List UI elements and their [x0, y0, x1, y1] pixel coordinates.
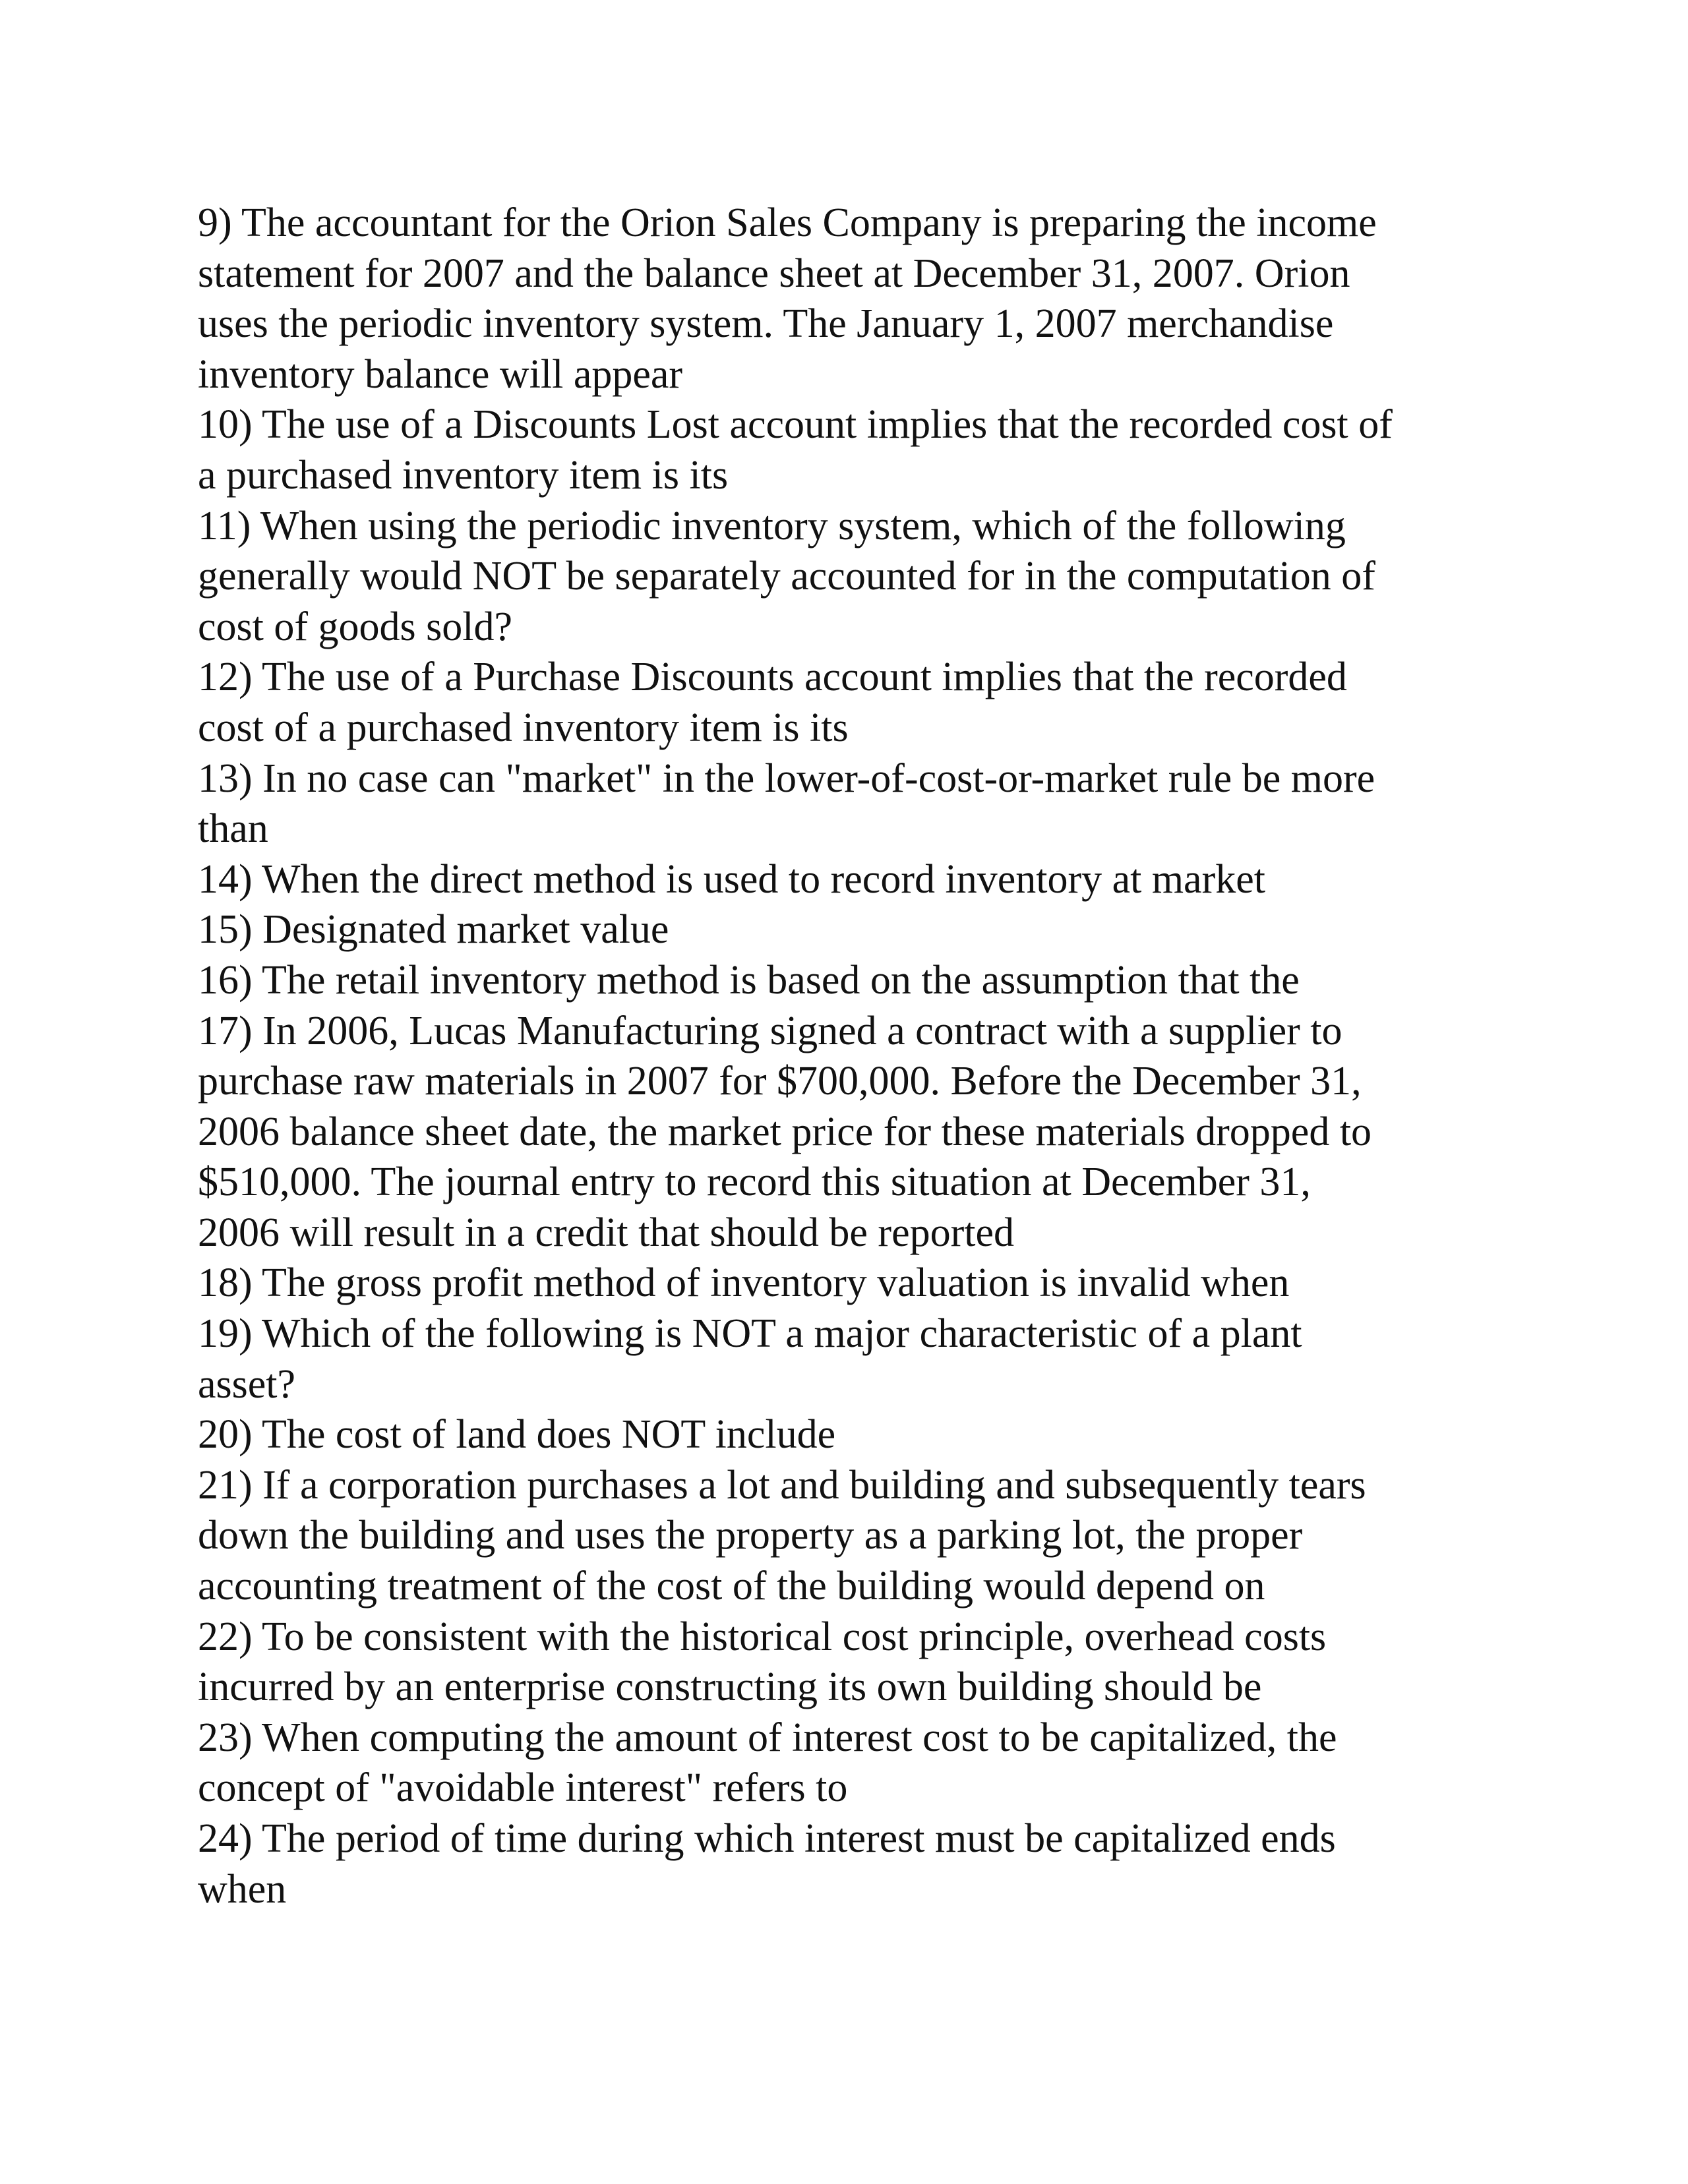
- text-line: uses the periodic inventory system. The January 1, 2007 merchandise: [198, 301, 1334, 347]
- text-line: 21) If a corporation purchases a lot and building and subsequently tears: [198, 1462, 1366, 1508]
- text-line: 17) In 2006, Lucas Manufacturing signed a contract with a supplier to: [198, 1008, 1342, 1053]
- text-line: 20) The cost of land does NOT include: [198, 1412, 836, 1458]
- text-line: purchase raw materials in 2007 for $700,000. Before the December 31,: [198, 1059, 1362, 1104]
- text-line: concept of "avoidable interest" refers to: [198, 1765, 848, 1811]
- text-line: 13) In no case can "market" in the lower-of-cost-or-market rule be more: [198, 755, 1375, 801]
- text-line: 16) The retail inventory method is based on the assumption that the: [198, 957, 1300, 1003]
- text-line: inventory balance will appear: [198, 351, 683, 397]
- text-line: down the building and uses the property as a parking lot, the proper: [198, 1513, 1303, 1558]
- text-line: 9) The accountant for the Orion Sales Company is preparing the income: [198, 200, 1377, 245]
- text-line: 23) When computing the amount of interest cost to be capitalized, the: [198, 1715, 1337, 1760]
- question-text-block: [198, 198, 1517, 1914]
- text-line: 11) When using the periodic inventory system, which of the following: [198, 503, 1346, 548]
- text-line: 22) To be consistent with the historical cost principle, overhead costs: [198, 1614, 1327, 1659]
- text-line: incurred by an enterprise constructing its own building should be: [198, 1665, 1262, 1710]
- text-line: a purchased inventory item is its: [198, 452, 729, 498]
- text-line: accounting treatment of the cost of the building would depend on: [198, 1564, 1265, 1609]
- text-line: 19) Which of the following is NOT a major characteristic of a plant: [198, 1311, 1302, 1357]
- text-line: 14) When the direct method is used to record inventory at market: [198, 856, 1265, 902]
- text-line: generally would NOT be separately accounted for in the computation of: [198, 554, 1375, 599]
- text-line: 2006 will result in a credit that should be reported: [198, 1210, 1014, 1255]
- text-line: 24) The period of time during which interest must be capitalized ends: [198, 1816, 1336, 1861]
- text-line: 12) The use of a Purchase Discounts account implies that the recorded: [198, 655, 1347, 700]
- text-line: than: [198, 806, 268, 852]
- text-line: cost of goods sold?: [198, 604, 513, 649]
- text-line: $510,000. The journal entry to record this situation at December 31,: [198, 1160, 1311, 1205]
- text-line: 15) Designated market value: [198, 907, 669, 953]
- text-line: 10) The use of a Discounts Lost account implies that the recorded cost of: [198, 402, 1393, 448]
- text-line: 2006 balance sheet date, the market price for these materials dropped to: [198, 1109, 1372, 1154]
- text-line: cost of a purchased inventory item is its: [198, 705, 849, 750]
- text-line: 18) The gross profit method of inventory valuation is invalid when: [198, 1260, 1290, 1306]
- text-line: when: [198, 1866, 287, 1912]
- text-line: asset?: [198, 1361, 296, 1407]
- text-line: statement for 2007 and the balance sheet at December 31, 2007. Orion: [198, 251, 1350, 296]
